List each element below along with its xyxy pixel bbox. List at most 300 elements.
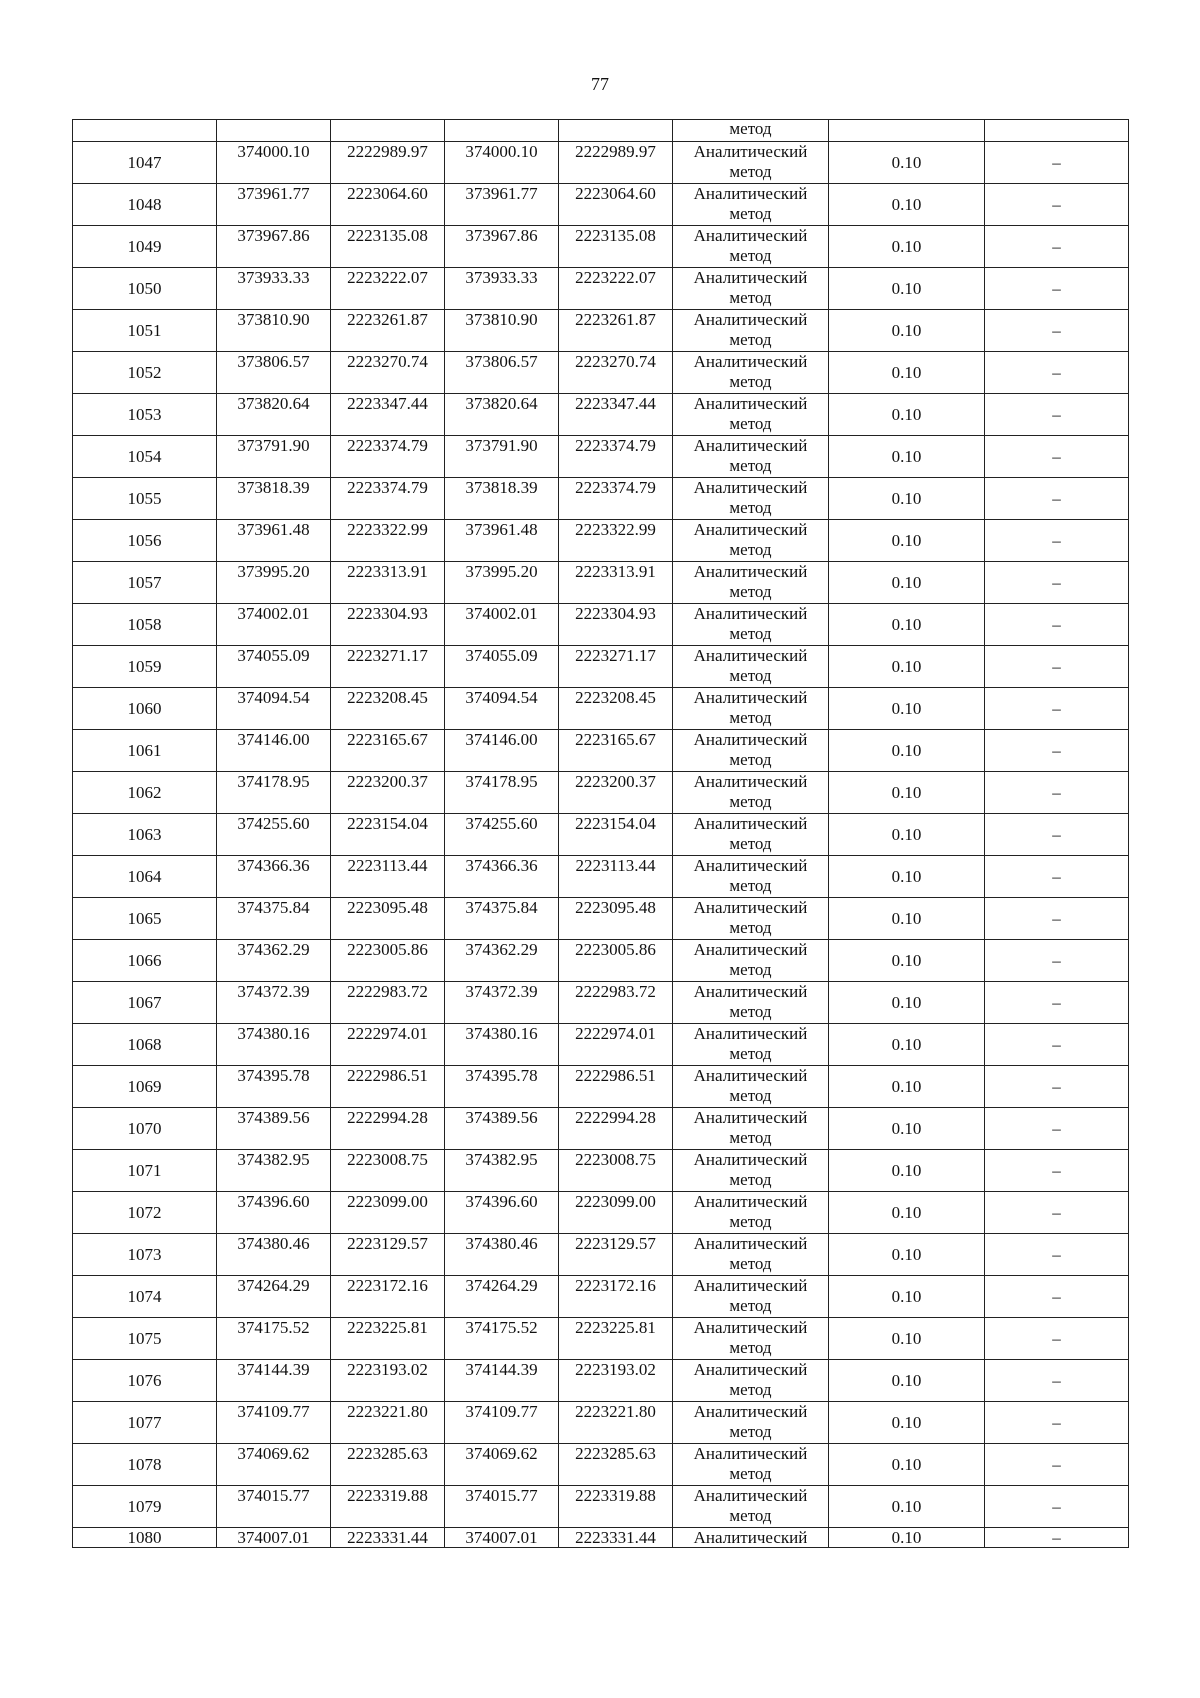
cell-y-existing: 2223005.86 <box>331 940 445 982</box>
cell-number: 1071 <box>73 1150 217 1192</box>
cell-y-existing: 2222989.97 <box>331 142 445 184</box>
method-line-1: Аналитический <box>693 520 808 539</box>
table-row <box>73 730 1129 772</box>
cell-x-existing: 374264.29 <box>217 1276 331 1318</box>
cell-y-refined: 2223208.45 <box>559 688 673 730</box>
table-row <box>73 1360 1129 1402</box>
cell-note: – <box>985 436 1129 478</box>
method-line-1: Аналитический <box>693 1276 808 1295</box>
method-line-2: метод <box>729 1254 772 1273</box>
method-line-2: метод <box>729 204 772 223</box>
cell-note: – <box>985 1444 1129 1486</box>
method-line-1: Аналитический <box>693 1066 808 1085</box>
cell-method: метод <box>673 120 829 142</box>
cell-y-refined: 2223347.44 <box>559 394 673 436</box>
cell-method <box>673 1108 829 1150</box>
cell-method <box>673 1486 829 1528</box>
method-line-1: Аналитический <box>693 604 808 623</box>
cell-x-existing: 374380.16 <box>217 1024 331 1066</box>
cell-method <box>673 142 829 184</box>
cell-x-existing: 373820.64 <box>217 394 331 436</box>
cell-accuracy: 0.10 <box>829 772 985 814</box>
cell-y-existing: 2223313.91 <box>331 562 445 604</box>
cell-accuracy: 0.10 <box>829 604 985 646</box>
cell-accuracy: 0.10 <box>829 1318 985 1360</box>
method-line-1: Аналитический <box>693 688 808 707</box>
cell-method <box>673 268 829 310</box>
cell-y-refined: 2223319.88 <box>559 1486 673 1528</box>
method-line-2: метод <box>729 498 772 517</box>
table-row <box>73 562 1129 604</box>
table-row <box>73 1150 1129 1192</box>
cell-y-existing: 2223135.08 <box>331 226 445 268</box>
table-row <box>73 1024 1129 1066</box>
method-line-2: метод <box>729 414 772 433</box>
cell-y-refined: 2223222.07 <box>559 268 673 310</box>
cell-x-refined: 374069.62 <box>445 1444 559 1486</box>
cell-method <box>673 1276 829 1318</box>
cell-method <box>673 646 829 688</box>
cell-y-existing: 2223172.16 <box>331 1276 445 1318</box>
cell-method <box>673 184 829 226</box>
cell-x-refined: 374382.95 <box>445 1150 559 1192</box>
method-line-1: Аналитический <box>693 436 808 455</box>
cell-note: – <box>985 1318 1129 1360</box>
cell-number: 1068 <box>73 1024 217 1066</box>
method-line-2: метод <box>729 582 772 601</box>
cell-y-refined: 2222974.01 <box>559 1024 673 1066</box>
cell-method <box>673 436 829 478</box>
cell-number: 1080 <box>73 1528 217 1548</box>
cell-x-refined: 374396.60 <box>445 1192 559 1234</box>
table-row <box>73 982 1129 1024</box>
cell-accuracy: 0.10 <box>829 982 985 1024</box>
method-line-2: метод <box>729 834 772 853</box>
method-line-1: Аналитический <box>693 562 808 581</box>
cell-x-refined: 374389.56 <box>445 1108 559 1150</box>
cell-number: 1059 <box>73 646 217 688</box>
cell-x-refined <box>445 120 559 142</box>
cell-y-existing: 2223374.79 <box>331 478 445 520</box>
method-line-2: метод <box>729 1002 772 1021</box>
cell-accuracy: 0.10 <box>829 940 985 982</box>
cell-number: 1054 <box>73 436 217 478</box>
cell-y-refined: 2223271.17 <box>559 646 673 688</box>
cell-note: – <box>985 478 1129 520</box>
cell-method <box>673 1444 829 1486</box>
cell-x-refined: 374146.00 <box>445 730 559 772</box>
cell-note: – <box>985 226 1129 268</box>
cell-y-existing: 2223064.60 <box>331 184 445 226</box>
cell-note: – <box>985 394 1129 436</box>
table-row <box>73 1108 1129 1150</box>
cell-accuracy: 0.10 <box>829 1402 985 1444</box>
continued-row <box>73 120 1129 142</box>
method-line-2: метод <box>729 1128 772 1147</box>
method-line-2: метод <box>729 288 772 307</box>
method-line-2: метод <box>729 750 772 769</box>
cell-x-existing: 374372.39 <box>217 982 331 1024</box>
cell-x-existing: 374255.60 <box>217 814 331 856</box>
cell-number: 1079 <box>73 1486 217 1528</box>
method-line-1: Аналитический <box>693 898 808 917</box>
method-line-1: Аналитический <box>693 1360 808 1379</box>
table-row <box>73 1528 1129 1548</box>
cell-y-existing: 2222983.72 <box>331 982 445 1024</box>
cell-x-refined: 374094.54 <box>445 688 559 730</box>
method-line-2: метод <box>729 960 772 979</box>
cell-y-existing: 2223261.87 <box>331 310 445 352</box>
cell-note: – <box>985 688 1129 730</box>
cell-x-existing: 374144.39 <box>217 1360 331 1402</box>
cell-note: – <box>985 1066 1129 1108</box>
cell-y-existing: 2223331.44 <box>331 1528 445 1548</box>
cell-note: – <box>985 142 1129 184</box>
cell-x-refined: 374109.77 <box>445 1402 559 1444</box>
method-line-1: Аналитический <box>693 1486 808 1505</box>
cell-y-refined: 2223129.57 <box>559 1234 673 1276</box>
cell-y-existing: 2223319.88 <box>331 1486 445 1528</box>
cell-accuracy: 0.10 <box>829 520 985 562</box>
method-line-1: Аналитический <box>693 184 808 203</box>
cell-x-refined: 374055.09 <box>445 646 559 688</box>
cell-y-existing: 2223221.80 <box>331 1402 445 1444</box>
cell-note: – <box>985 856 1129 898</box>
cell-method <box>673 478 829 520</box>
cell-accuracy: 0.10 <box>829 268 985 310</box>
cell-number: 1056 <box>73 520 217 562</box>
cell-y-refined: 2223064.60 <box>559 184 673 226</box>
cell-number: 1047 <box>73 142 217 184</box>
cell-method <box>673 394 829 436</box>
cell-accuracy: 0.10 <box>829 394 985 436</box>
method-line-1: Аналитический <box>693 814 808 833</box>
cell-number: 1075 <box>73 1318 217 1360</box>
cell-method <box>673 1360 829 1402</box>
cell-note: – <box>985 184 1129 226</box>
cell-x-refined: 373933.33 <box>445 268 559 310</box>
cell-y-refined: 2222989.97 <box>559 142 673 184</box>
method-line-1: Аналитический <box>693 1234 808 1253</box>
page-number: 77 <box>591 74 609 94</box>
cell-method <box>673 772 829 814</box>
table-row <box>73 688 1129 730</box>
method-line-1: Аналитический <box>693 1024 808 1043</box>
cell-x-existing: 374389.56 <box>217 1108 331 1150</box>
cell-x-existing: 374375.84 <box>217 898 331 940</box>
cell-note <box>985 120 1129 142</box>
cell-x-refined: 374380.16 <box>445 1024 559 1066</box>
table-row <box>73 898 1129 940</box>
cell-method <box>673 898 829 940</box>
table-row <box>73 1444 1129 1486</box>
method-line-1: Аналитический <box>693 1444 808 1463</box>
cell-method <box>673 982 829 1024</box>
cell-method <box>673 1318 829 1360</box>
cell-note: – <box>985 1402 1129 1444</box>
cell-note: – <box>985 730 1129 772</box>
cell-y-existing: 2223347.44 <box>331 394 445 436</box>
cell-note: – <box>985 1528 1129 1548</box>
method-line-1: Аналитический <box>693 1150 808 1169</box>
cell-x-existing: 374178.95 <box>217 772 331 814</box>
cell-method <box>673 1402 829 1444</box>
cell-x-existing: 374396.60 <box>217 1192 331 1234</box>
table-row <box>73 856 1129 898</box>
cell-y-refined: 2223113.44 <box>559 856 673 898</box>
cell-y-existing: 2223270.74 <box>331 352 445 394</box>
cell-y-refined: 2223008.75 <box>559 1150 673 1192</box>
cell-x-refined: 374255.60 <box>445 814 559 856</box>
table-row <box>73 226 1129 268</box>
cell-x-refined: 373961.48 <box>445 520 559 562</box>
cell-number: 1055 <box>73 478 217 520</box>
cell-accuracy: 0.10 <box>829 898 985 940</box>
cell-x-refined: 373961.77 <box>445 184 559 226</box>
cell-method <box>673 604 829 646</box>
method-line-2: метод <box>729 708 772 727</box>
cell-accuracy: 0.10 <box>829 1066 985 1108</box>
cell-x-refined: 373806.57 <box>445 352 559 394</box>
method-line-1: Аналитический <box>693 310 808 329</box>
method-line-2: метод <box>729 540 772 559</box>
coordinates-table-wrapper <box>72 119 1128 1548</box>
cell-x-existing: 373961.77 <box>217 184 331 226</box>
cell-number: 1048 <box>73 184 217 226</box>
method-line-1: Аналитический <box>693 226 808 245</box>
cell-method <box>673 562 829 604</box>
cell-x-existing: 373818.39 <box>217 478 331 520</box>
cell-x-existing: 373791.90 <box>217 436 331 478</box>
cell-y-refined: 2223322.99 <box>559 520 673 562</box>
method-line-1: Аналитический <box>693 646 808 665</box>
method-line-1: Аналитический <box>693 394 808 413</box>
method-line-2: метод <box>729 1506 772 1525</box>
table-row <box>73 1234 1129 1276</box>
cell-number: 1070 <box>73 1108 217 1150</box>
cell-note: – <box>985 940 1129 982</box>
cell-y-refined: 2223270.74 <box>559 352 673 394</box>
cell-x-refined: 374007.01 <box>445 1528 559 1548</box>
cell-method <box>673 1066 829 1108</box>
table-row <box>73 1402 1129 1444</box>
cell-number: 1076 <box>73 1360 217 1402</box>
cell-x-refined: 374000.10 <box>445 142 559 184</box>
cell-method <box>673 814 829 856</box>
method-line-2: метод <box>729 246 772 265</box>
cell-accuracy: 0.10 <box>829 1192 985 1234</box>
method-line-1: Аналитический <box>693 1108 808 1127</box>
cell-x-refined: 373818.39 <box>445 478 559 520</box>
cell-number: 1063 <box>73 814 217 856</box>
cell-x-existing: 374380.46 <box>217 1234 331 1276</box>
cell-y-refined: 2223165.67 <box>559 730 673 772</box>
cell-x-refined: 374372.39 <box>445 982 559 1024</box>
method-line-2: метод <box>729 1464 772 1483</box>
method-line-2: метод <box>729 456 772 475</box>
cell-x-refined: 374264.29 <box>445 1276 559 1318</box>
method-line-2: метод <box>729 918 772 937</box>
cell-x-existing: 373995.20 <box>217 562 331 604</box>
cell-number: 1062 <box>73 772 217 814</box>
cell-y-existing: 2223099.00 <box>331 1192 445 1234</box>
cell-x-refined: 374395.78 <box>445 1066 559 1108</box>
table-body <box>73 120 1129 1548</box>
cell-note: – <box>985 1234 1129 1276</box>
table-row <box>73 1486 1129 1528</box>
table-row <box>73 352 1129 394</box>
cell-y-existing: 2223222.07 <box>331 268 445 310</box>
cell-x-refined: 374002.01 <box>445 604 559 646</box>
table-row <box>73 394 1129 436</box>
cell-y-refined: 2223225.81 <box>559 1318 673 1360</box>
cell-x-existing: 374175.52 <box>217 1318 331 1360</box>
cell-y-refined: 2223221.80 <box>559 1402 673 1444</box>
table-row <box>73 268 1129 310</box>
table-row <box>73 646 1129 688</box>
cell-method <box>673 730 829 772</box>
cell-y-refined: 2223099.00 <box>559 1192 673 1234</box>
cell-x-existing: 374395.78 <box>217 1066 331 1108</box>
cell-x-existing: 374055.09 <box>217 646 331 688</box>
cell-x-existing: 374366.36 <box>217 856 331 898</box>
cell-y-refined: 2223261.87 <box>559 310 673 352</box>
cell-y-refined: 2223313.91 <box>559 562 673 604</box>
cell-accuracy: 0.10 <box>829 1360 985 1402</box>
cell-number: 1077 <box>73 1402 217 1444</box>
cell-accuracy: 0.10 <box>829 1444 985 1486</box>
cell-x-refined: 374362.29 <box>445 940 559 982</box>
table-row <box>73 1318 1129 1360</box>
cell-y-refined: 2223154.04 <box>559 814 673 856</box>
cell-note: – <box>985 520 1129 562</box>
method-line-1: Аналитический <box>693 982 808 1001</box>
method-line-2: метод <box>729 666 772 685</box>
cell-x-existing: 374094.54 <box>217 688 331 730</box>
cell-accuracy: 0.10 <box>829 1486 985 1528</box>
cell-number: 1058 <box>73 604 217 646</box>
cell-method <box>673 1024 829 1066</box>
cell-method <box>673 1234 829 1276</box>
cell-accuracy: 0.10 <box>829 562 985 604</box>
cell-x-refined: 373791.90 <box>445 436 559 478</box>
cell-note: – <box>985 268 1129 310</box>
method-line-2: метод <box>729 792 772 811</box>
cell-y-existing: 2222994.28 <box>331 1108 445 1150</box>
cell-y-existing: 2223113.44 <box>331 856 445 898</box>
cell-number: 1073 <box>73 1234 217 1276</box>
cell-y-refined: 2223193.02 <box>559 1360 673 1402</box>
cell-number: 1050 <box>73 268 217 310</box>
cell-y-refined: 2222986.51 <box>559 1066 673 1108</box>
cell-y-existing: 2223374.79 <box>331 436 445 478</box>
cell-y-existing: 2223154.04 <box>331 814 445 856</box>
cell-number: 1066 <box>73 940 217 982</box>
method-line-1: Аналитический <box>693 268 808 287</box>
cell-y-existing: 2223225.81 <box>331 1318 445 1360</box>
table-row <box>73 772 1129 814</box>
cell-number: 1049 <box>73 226 217 268</box>
cell-y-refined: 2223005.86 <box>559 940 673 982</box>
cell-y-existing: 2223285.63 <box>331 1444 445 1486</box>
method-line-2: метод <box>729 372 772 391</box>
cell-method <box>673 310 829 352</box>
cell-accuracy: 0.10 <box>829 1150 985 1192</box>
cell-note: – <box>985 1276 1129 1318</box>
cell-y-refined: 2222983.72 <box>559 982 673 1024</box>
cell-number: 1061 <box>73 730 217 772</box>
cell-x-existing: 374000.10 <box>217 142 331 184</box>
cell-y-existing: 2223322.99 <box>331 520 445 562</box>
cell-method: Аналитический <box>673 1528 829 1548</box>
cell-accuracy: 0.10 <box>829 226 985 268</box>
table-row <box>73 436 1129 478</box>
cell-note: – <box>985 1024 1129 1066</box>
cell-number: 1051 <box>73 310 217 352</box>
cell-y-existing: 2222986.51 <box>331 1066 445 1108</box>
cell-note: – <box>985 562 1129 604</box>
method-line-1: Аналитический <box>693 772 808 791</box>
method-line-1: Аналитический <box>693 478 808 497</box>
cell-accuracy: 0.10 <box>829 688 985 730</box>
cell-accuracy: 0.10 <box>829 856 985 898</box>
cell-note: – <box>985 1192 1129 1234</box>
method-line-2: метод <box>729 876 772 895</box>
cell-accuracy: 0.10 <box>829 436 985 478</box>
cell-y-refined: 2223331.44 <box>559 1528 673 1548</box>
cell-method <box>673 1150 829 1192</box>
cell-x-existing: 374007.01 <box>217 1528 331 1548</box>
method-line-2: метод <box>729 1338 772 1357</box>
cell-y-refined <box>559 120 673 142</box>
cell-x-refined: 373967.86 <box>445 226 559 268</box>
cell-accuracy: 0.10 <box>829 1108 985 1150</box>
table-row <box>73 1276 1129 1318</box>
table-row <box>73 940 1129 982</box>
cell-note: – <box>985 352 1129 394</box>
cell-x-existing: 374362.29 <box>217 940 331 982</box>
method-line-2: метод <box>729 162 772 181</box>
cell-accuracy: 0.10 <box>829 646 985 688</box>
method-line-2: метод <box>729 1422 772 1441</box>
table-row <box>73 310 1129 352</box>
cell-note: – <box>985 1108 1129 1150</box>
cell-note: – <box>985 646 1129 688</box>
cell-x-refined: 373995.20 <box>445 562 559 604</box>
cell-x-existing: 373806.57 <box>217 352 331 394</box>
cell-x-existing: 374382.95 <box>217 1150 331 1192</box>
cell-y-existing: 2223193.02 <box>331 1360 445 1402</box>
cell-x-refined: 374380.46 <box>445 1234 559 1276</box>
method-line-1: Аналитический <box>693 730 808 749</box>
cell-y-refined: 2223374.79 <box>559 436 673 478</box>
cell-accuracy: 0.10 <box>829 142 985 184</box>
cell-number <box>73 120 217 142</box>
cell-note: – <box>985 1360 1129 1402</box>
cell-y-existing: 2223165.67 <box>331 730 445 772</box>
cell-number: 1057 <box>73 562 217 604</box>
cell-y-refined: 2223374.79 <box>559 478 673 520</box>
cell-x-existing: 374146.00 <box>217 730 331 772</box>
cell-note: – <box>985 898 1129 940</box>
cell-y-existing: 2223095.48 <box>331 898 445 940</box>
cell-accuracy: 0.10 <box>829 1528 985 1548</box>
coordinates-table <box>72 119 1129 1548</box>
cell-x-refined: 374366.36 <box>445 856 559 898</box>
table-row <box>73 1192 1129 1234</box>
cell-number: 1069 <box>73 1066 217 1108</box>
cell-y-existing: 2223208.45 <box>331 688 445 730</box>
